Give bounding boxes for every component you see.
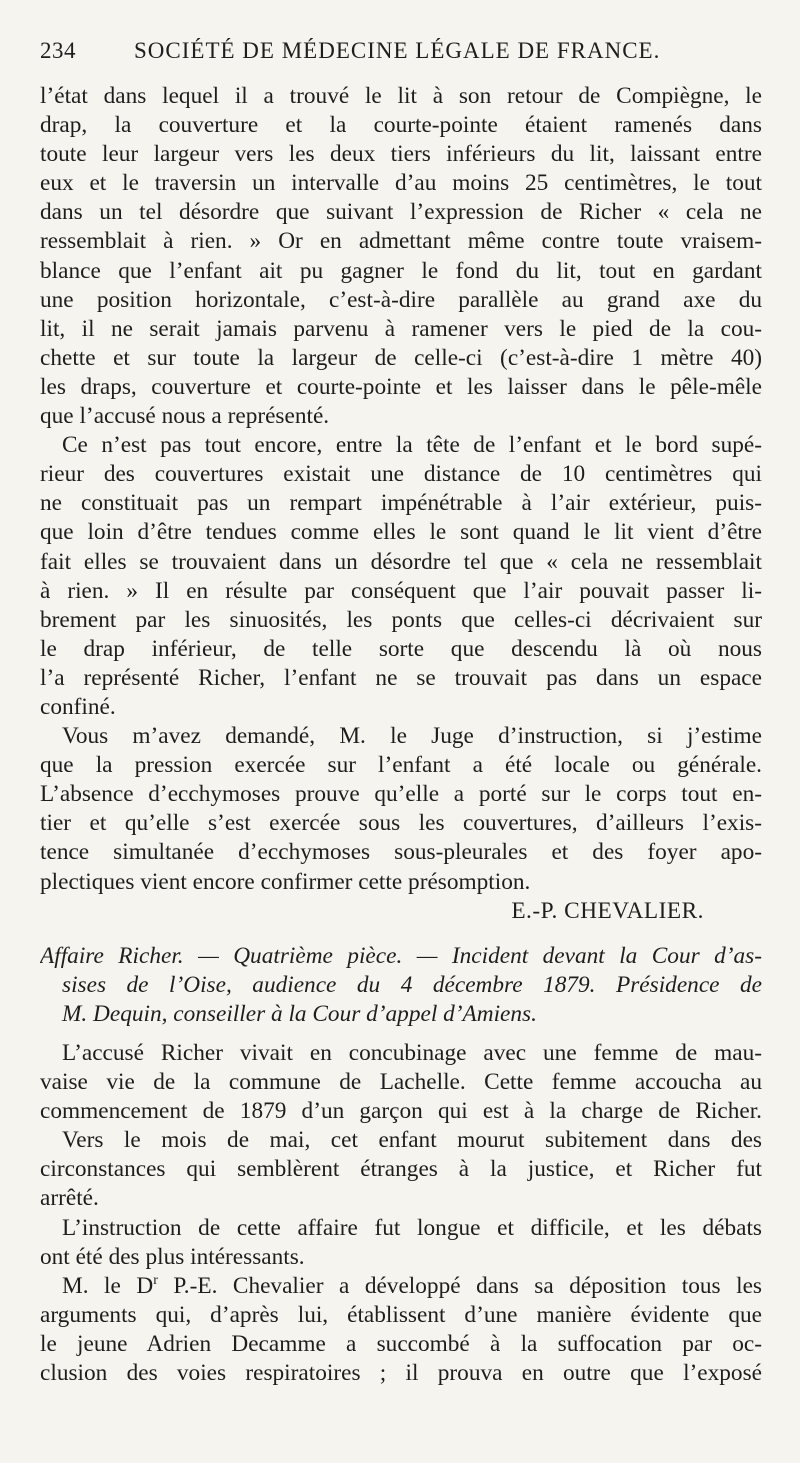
case-heading-line: M. Dequin, conseiller à la Cour d’appel d’Amiens.: [62, 1000, 537, 1027]
case-heading-line: Affaire Richer. — Quatrième pièce. — Incident devant la Cour d’as-: [40, 942, 762, 969]
text-line: L’instruction de cette affaire fut longue et difficile, et les débats: [62, 1214, 762, 1241]
page-body: [40, 82, 762, 1388]
text-line: tence simultanée d’ecchymoses sous-pleurales et des foyer apo-: [40, 839, 762, 866]
text-line: Vous m’avez demandé, M. le Juge d’instruction, si j’estime: [62, 723, 762, 750]
text-line: ont été des plus intéressants.: [40, 1243, 305, 1270]
text-line: que la pression exercée sur l’enfant a été locale ou générale.: [40, 752, 762, 779]
text-line: dans un tel désordre que suivant l’expression de Richer « cela ne: [40, 199, 762, 226]
text-line: l’état dans lequel il a trouvé le lit à son retour de Compiègne, le: [40, 83, 762, 109]
text-line: arguments qui, d’après lui, établissent d’une manière évidente que: [40, 1301, 762, 1328]
text-line: que loin d’être tendues comme elles le sont quand le lit vient d’être: [40, 519, 762, 546]
text-line: tier et qu’elle s’est exercée sous les couvertures, d’ailleurs l’exis-: [40, 810, 762, 837]
case-heading-line: sises de l’Oise, audience du 4 décembre 1879. Présidence de: [62, 971, 762, 998]
running-title: SOCIÉTÉ DE MÉDECINE LÉGALE DE FRANCE.: [134, 38, 661, 63]
text-line: drap, la couverture et la courte-pointe étaient ramenés dans: [40, 112, 762, 139]
text-line: Ce n’est pas tout encore, entre la tête de l’enfant et le bord supé-: [62, 432, 762, 459]
text-line: à rien. » Il en résulte par conséquent que l’air pouvait passer li-: [40, 577, 762, 604]
superscript: r: [153, 1272, 158, 1288]
text-line: arrêté.: [40, 1185, 99, 1212]
text-line: [40, 1272, 762, 1301]
spacer: [40, 926, 762, 942]
text-line: les draps, couverture et courte-pointe et les laisser dans le pêle-mêle: [40, 373, 762, 400]
text-line: rieur des couvertures existait une distance de 10 centimètres qui: [40, 461, 762, 488]
text-line: toute leur largeur vers les deux tiers inférieurs du lit, laissant entre: [40, 141, 762, 168]
text-line: ne constituait pas un rempart impénétrable à l’air extérieur, puis-: [40, 490, 762, 517]
text-line: ressemblait à rien. » Or en admettant même contre toute vraisem-: [40, 228, 762, 255]
text-line: chette et sur toute la largeur de celle-ci (c’est-à-dire 1 mètre 40): [40, 344, 762, 371]
spacer: [40, 1029, 762, 1039]
text-line: commencement de 1879 d’un garçon qui est à la charge de Richer.: [40, 1098, 762, 1125]
text-fragment: P.-E. Chevalier a développé dans sa déposition tous les: [157, 1272, 762, 1299]
text-line: L’accusé Richer vivait en concubinage avec une femme de mau-: [62, 1040, 762, 1066]
signature: E.-P. CHEVALIER.: [511, 897, 704, 924]
text-line: blance que l’enfant ait pu gagner le fond du lit, tout en gardant: [40, 257, 762, 284]
page-number: 234: [40, 38, 76, 63]
text-line: une position horizontale, c’est-à-dire parallèle au grand axe du: [40, 286, 762, 313]
text-line: lit, il ne serait jamais parvenu à ramener vers le pied de la cou-: [40, 315, 762, 342]
running-header: [40, 34, 762, 68]
text-line: brement par les sinuosités, les ponts que celles-ci décrivaient sur: [40, 606, 762, 633]
text-line: eux et le traversin un intervalle d’au moins 25 centimètres, le tout: [40, 170, 762, 197]
text-line: vaise vie de la commune de Lachelle. Cette femme accoucha au: [40, 1069, 762, 1096]
text-line: clusion des voies respiratoires ; il prouva en outre que l’exposé: [40, 1360, 762, 1387]
text-line: que l’accusé nous a représenté.: [40, 403, 330, 430]
text-line: circonstances qui semblèrent étranges à la justice, et Richer fut: [40, 1156, 762, 1183]
text-line: le jeune Adrien Decamme a succombé à la suffocation par oc-: [40, 1330, 762, 1357]
text-line: l’a représenté Richer, l’enfant ne se trouvait pas dans un espace: [40, 664, 762, 691]
text-line: fait elles se trouvaient dans un désordre tel que « cela ne ressemblait: [40, 548, 762, 575]
text-line: Vers le mois de mai, cet enfant mourut subitement dans des: [62, 1127, 762, 1154]
text-line: le drap inférieur, de telle sorte que descendu là où nous: [40, 635, 762, 662]
text-line: plectiques vient encore confirmer cette présomption.: [40, 868, 531, 895]
text-line: L’absence d’ecchymoses prouve qu’elle a porté sur le corps tout en-: [40, 781, 762, 808]
text-line: confiné.: [40, 693, 116, 720]
text-fragment: M. le D: [62, 1272, 154, 1299]
